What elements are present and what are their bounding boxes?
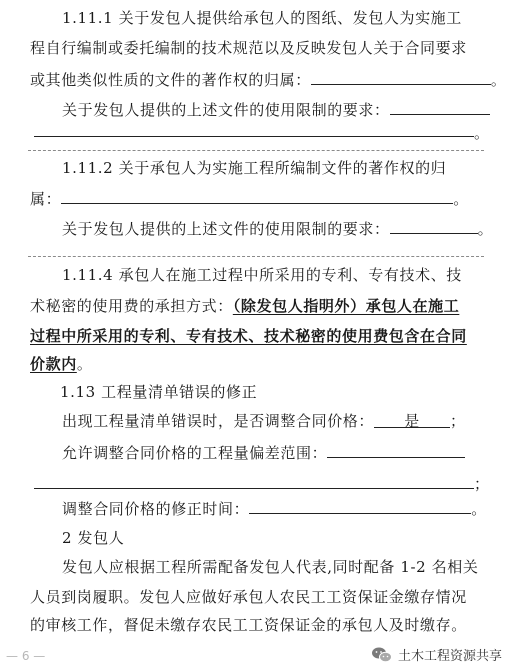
adjust-price-answer-value: 是 bbox=[404, 412, 420, 430]
copyright-owner-blank[interactable] bbox=[311, 68, 491, 85]
line-end-punct: 。 bbox=[474, 124, 490, 142]
line-end-punct: ； bbox=[450, 412, 466, 430]
clause-1-11-1-line-4 bbox=[62, 98, 490, 120]
watermark-text: 土木工程资源共享 bbox=[397, 649, 502, 664]
clause-1-11-1-line-4-text: 关于发包人提供的上述文件的使用限制的要求： bbox=[62, 101, 390, 119]
adjust-price-answer[interactable] bbox=[374, 411, 450, 428]
clause-1-13-line-1-text: 出现工程量清单错误时，是否调整合同价格： bbox=[62, 412, 375, 430]
usage-restriction-blank-2[interactable] bbox=[390, 217, 478, 234]
clause-1-11-2-line-2-text: 属： bbox=[30, 190, 62, 208]
correction-time-blank[interactable] bbox=[249, 497, 471, 514]
watermark bbox=[371, 645, 502, 664]
contractor-copyright-blank[interactable] bbox=[61, 187, 453, 204]
clause-1-13-line-1 bbox=[62, 411, 466, 431]
section-2-line-3: 的审核工作，督促未缴存农民工工资保证金的承包人及时缴存。 bbox=[30, 616, 467, 634]
line-end-punct: ； bbox=[474, 475, 490, 493]
clause-1-11-4-line-1: 1.11.4 承包人在施工过程中所采用的专利、专有技术、技 bbox=[62, 266, 462, 284]
quantity-deviation-blank-line[interactable] bbox=[34, 488, 474, 489]
clause-1-11-2-line-1: 1.11.2 关于承包人为实施工程所编制文件的著作权的归 bbox=[62, 159, 447, 177]
clause-1-11-4-emphasis: 价款内 bbox=[30, 355, 77, 373]
usage-restriction-blank[interactable] bbox=[390, 98, 490, 115]
clause-1-13-line-4-text: 调整合同价格的修正时间： bbox=[62, 500, 250, 518]
page-number: — 6 — bbox=[6, 649, 46, 663]
clause-1-11-1-line-3 bbox=[30, 68, 506, 90]
clause-1-11-4-line-2-text: 术秘密的使用费的承担方式： bbox=[30, 297, 233, 315]
clause-1-11-2-line-3-text: 关于发包人提供的上述文件的使用限制的要求： bbox=[62, 220, 390, 238]
clause-1-11-1-line-1: 1.11.1 关于发包人提供给承包人的图纸、发包人为实施工 bbox=[62, 9, 462, 27]
clause-1-11-2-line-2 bbox=[30, 187, 469, 209]
section-2-heading: 2 发包人 bbox=[62, 529, 125, 547]
clause-1-11-4-emphasis: 过程中所采用的专利、专有技术、技术秘密的使用费包含在合同 bbox=[30, 327, 467, 345]
wechat-icon bbox=[371, 646, 393, 664]
clause-1-13-line-2-text: 允许调整合同价格的工程量偏差范围： bbox=[62, 444, 328, 462]
clause-1-11-4-line-4 bbox=[30, 354, 92, 374]
clause-1-11-1-line-3-text: 或其他类似性质的文件的著作权的归属： bbox=[30, 71, 311, 89]
section-2-line-1: 发包人应根据工程所需配备发包人代表,同时配备 1-2 名相关 bbox=[62, 558, 479, 576]
line-end-punct: 。 bbox=[477, 220, 494, 238]
clause-1-11-1-line-2: 程自行编制或委托编制的技术规范以及反映发包人关于合同要求 bbox=[30, 39, 467, 57]
section-1-13-heading: 1.13 工程量清单错误的修正 bbox=[60, 383, 258, 401]
page-footer bbox=[0, 643, 510, 671]
quantity-deviation-blank[interactable] bbox=[327, 441, 465, 458]
clause-1-13-line-2 bbox=[62, 441, 465, 463]
line-end-punct: 。 bbox=[490, 71, 507, 89]
section-divider bbox=[28, 150, 484, 151]
clause-1-11-4-line-3 bbox=[30, 326, 467, 346]
line-end-punct: 。 bbox=[471, 500, 487, 518]
clause-1-13-line-4 bbox=[62, 497, 487, 519]
line-end-punct: 。 bbox=[76, 355, 93, 373]
clause-1-11-2-line-3 bbox=[62, 217, 493, 239]
clause-1-11-4-line-2 bbox=[30, 296, 459, 316]
section-divider bbox=[28, 256, 484, 257]
clause-1-11-4-emphasis: （除发包人指明外）承包人在施工 bbox=[232, 297, 460, 315]
usage-restriction-blank-line[interactable] bbox=[34, 136, 474, 137]
line-end-punct: 。 bbox=[453, 190, 469, 208]
section-2-line-2: 人员到岗履职。发包人应做好承包人农民工工资保证金缴存情况 bbox=[30, 588, 467, 606]
